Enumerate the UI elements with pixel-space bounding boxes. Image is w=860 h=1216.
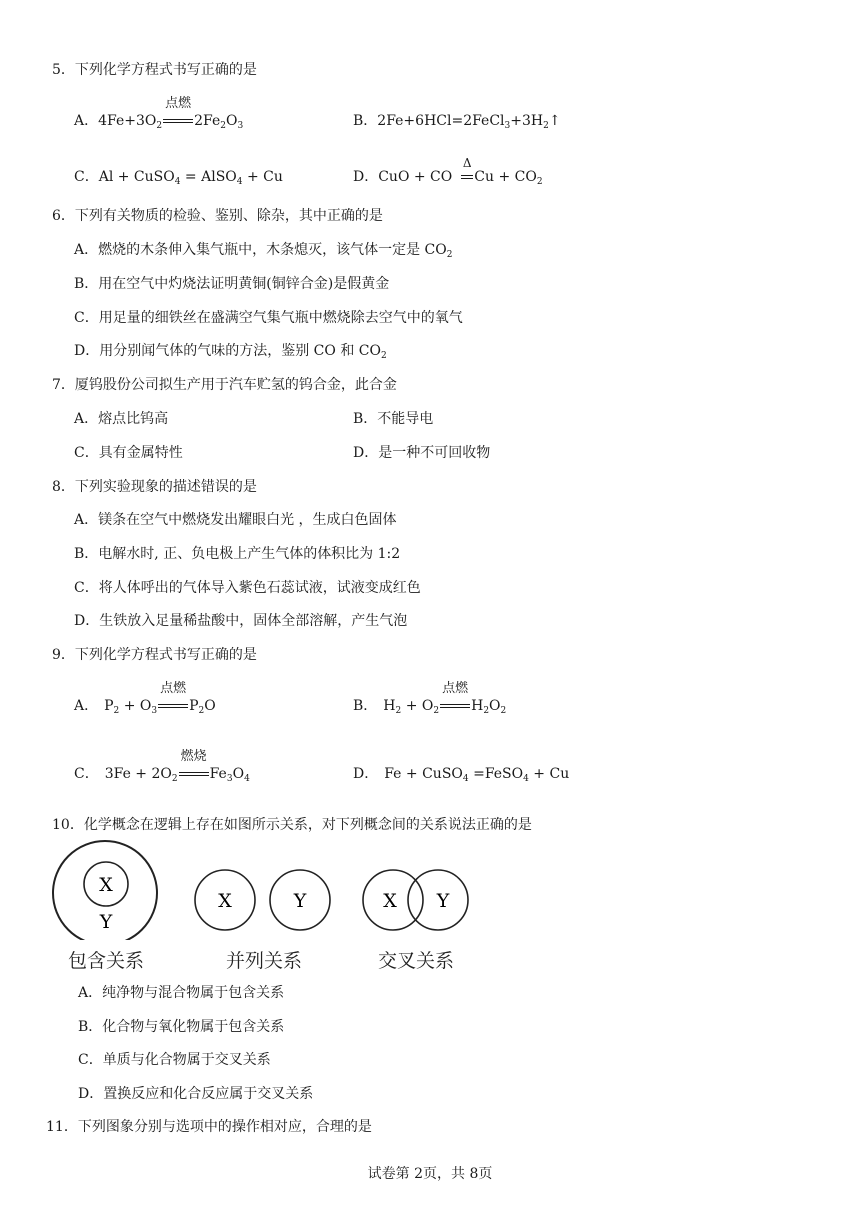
- parallel-x-label: X: [218, 890, 232, 912]
- q7-option-d: D．是一种不可回收物: [353, 445, 491, 461]
- q9-option-b: B． $H_2 + O_2$ 点燃 $H_2O_2$: [353, 681, 507, 716]
- q9-stem: 9．下列化学方程式书写正确的是: [52, 647, 257, 663]
- relation-circles-figure: [50, 840, 480, 940]
- q10-option-c: C．单质与化合物属于交叉关系: [78, 1052, 271, 1068]
- q9-option-d: D． Fe + CuSO$_4$ =FeSO$_4$ + Cu: [353, 766, 570, 784]
- q10-option-b: B．化合物与氧化物属于包含关系: [78, 1019, 285, 1035]
- q11-stem: 11．下列图象分别与选项中的操作相对应，合理的是: [46, 1119, 372, 1135]
- q6-option-b: B．用在空气中灼烧法证明黄铜(铜锌合金)是假黄金: [74, 276, 390, 292]
- q7-option-c: C．具有金属特性: [74, 445, 183, 461]
- q5-option-b: B．$2Fe+6HCl=2FeCl_3+3H_2↑$: [353, 113, 561, 131]
- q8-option-a: A．镁条在空气中燃烧发出耀眼白光 ，生成白色固体: [74, 512, 397, 528]
- q6-option-c: C．用足量的细铁丝在盛满空气集气瓶中燃烧除去空气中的氧气: [74, 310, 463, 326]
- q8-option-b: B．电解水时, 正、负电极上产生气体的体积比为 1:2: [74, 546, 401, 562]
- q5-option-a: A．$4Fe+3O_2$ 点燃 $2Fe_2O_3$: [74, 96, 244, 131]
- label-parallel: 并列关系: [226, 950, 303, 972]
- q6-option-d: D．用分别闻气体的气味的方法，鉴别 CO 和 $CO_2$: [74, 343, 387, 361]
- q7-stem: 7．厦钨股份公司拟生产用于汽车贮氢的钨合金，此合金: [52, 377, 397, 393]
- q9-option-a: A． $P_2 + O_3$ 点燃 $P_2O$: [74, 681, 216, 716]
- label-cross: 交叉关系: [378, 950, 455, 972]
- cross-y-label: Y: [436, 890, 450, 912]
- q8-option-c: C．将人体呼出的气体导入紫色石蕊试液，试液变成红色: [74, 580, 421, 596]
- q10-option-a: A．纯净物与混合物属于包含关系: [78, 985, 285, 1001]
- q7-option-b: B．不能导电: [353, 411, 434, 427]
- q9-option-c: C． $3Fe + 2O_2$ 燃烧 $Fe_3O_4$: [74, 749, 250, 784]
- label-contain: 包含关系: [68, 950, 145, 972]
- q5-stem: 5．下列化学方程式书写正确的是: [52, 62, 257, 78]
- q6-stem: 6．下列有关物质的检验、鉴别、除杂，其中正确的是: [52, 208, 383, 224]
- q8-option-d: D．生铁放入足量稀盐酸中，固体全部溶解，产生气泡: [74, 613, 408, 629]
- contain-y-label: Y: [99, 911, 113, 933]
- concept-relation-diagram: [50, 840, 480, 975]
- q8-stem: 8．下列实验现象的描述错误的是: [52, 479, 257, 495]
- contain-x-label: X: [99, 874, 113, 896]
- cross-x-label: X: [383, 890, 397, 912]
- q10-stem: 10．化学概念在逻辑上存在如图所示关系，对下列概念间的关系说法正确的是: [52, 817, 532, 833]
- q7-option-a: A．熔点比钨高: [74, 411, 169, 427]
- q5-option-d: D．CuO + CO Δ $Cu + CO_2$: [353, 156, 543, 187]
- q10-option-d: D．置换反应和化合反应属于交叉关系: [78, 1086, 314, 1102]
- q6-option-a: A．燃烧的木条伸入集气瓶中，木条熄灭，该气体一定是 $CO_2$: [74, 242, 453, 260]
- q5-option-c: C．Al + CuSO$_4$ = AlSO$_4$ + Cu: [74, 169, 283, 187]
- page-footer: 试卷第 2页，共 8页: [367, 1166, 493, 1182]
- parallel-y-label: Y: [293, 890, 307, 912]
